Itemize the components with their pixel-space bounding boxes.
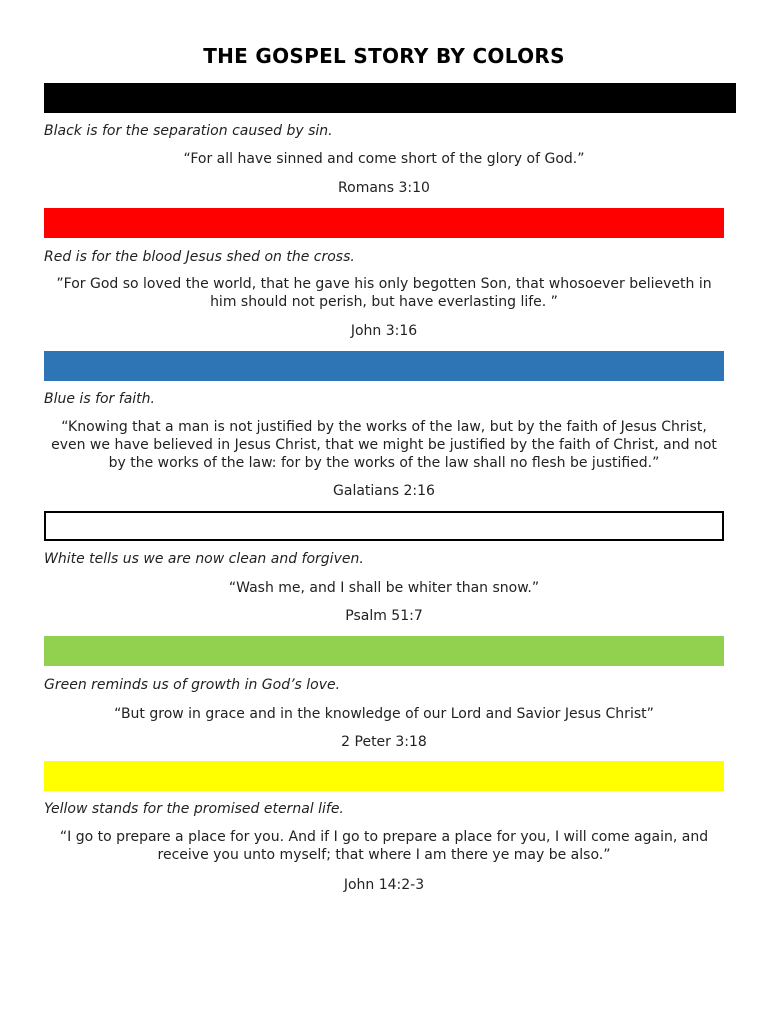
black-verse: “For all have sinned and come short of the glory of God.”: [183, 151, 585, 167]
white-reference: Psalm 51:7: [345, 608, 423, 624]
green-color-bar: [44, 636, 724, 666]
blue-reference: Galatians 2:16: [333, 483, 435, 499]
red-description: Red is for the blood Jesus shed on the cross.: [44, 249, 355, 265]
yellow-reference: John 14:2-3: [343, 877, 425, 893]
red-reference: John 3:16: [350, 323, 418, 339]
blue-verse: “Knowing that a man is not justified by the works of the law, but by the faith of Jesus Christ, even we have believed in Jesus Christ, that we might be justified by the faith of Christ, and not by the works of the law: for by the works of the law shall no flesh be justified.”: [51, 419, 717, 471]
black-description: Black is for the separation caused by sin.: [44, 123, 333, 139]
yellow-verse: “I go to prepare a place for you. And if I go to prepare a place for you, I will come again, and receive you unto myself; that where I am there ye may be also.”: [59, 829, 709, 863]
blue-color-bar: [44, 351, 724, 381]
yellow-color-bar: [44, 761, 724, 791]
red-verse: ”For God so loved the world, that he gave his only begotten Son, that whosoever believeth in him should not perish, but have everlasting life. ”: [56, 276, 712, 310]
white-description: White tells us we are now clean and forgiven.: [44, 551, 364, 567]
white-verse: “Wash me, and I shall be whiter than snow.”: [228, 580, 540, 596]
green-reference: 2 Peter 3:18: [341, 734, 427, 750]
red-color-bar: [44, 208, 724, 238]
green-description: Green reminds us of growth in God’s love.: [44, 677, 341, 693]
black-color-bar: [44, 83, 736, 113]
white-color-bar: [44, 511, 724, 541]
blue-description: Blue is for faith.: [44, 391, 155, 407]
green-verse: “But grow in grace and in the knowledge of our Lord and Savior Jesus Christ”: [114, 706, 654, 722]
yellow-description: Yellow stands for the promised eternal life.: [44, 801, 344, 817]
page-title: THE GOSPEL STORY BY COLORS: [203, 44, 565, 68]
black-reference: Romans 3:10: [338, 180, 430, 196]
